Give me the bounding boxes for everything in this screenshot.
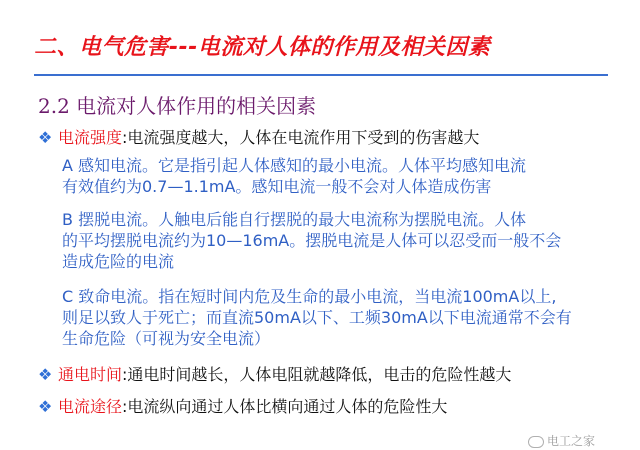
sub-item-let-go-current (62, 209, 622, 272)
sub-item-line: A 感知电流。它是指引起人体感知的最小电流。人体平均感知电流 (62, 156, 527, 175)
sub-item-line: 有效值约为0.7—1.1mA。感知电流一般不会对人体造成伤害 (62, 177, 492, 196)
slide-title: 二、电气危害---电流对人体的作用及相关因素 (34, 35, 491, 60)
bullet-text: :电流纵向通过人体比横向通过人体的危险性大 (122, 397, 448, 416)
bullet-text: :通电时间越长，人体电阻就越降低，电击的危险性越大 (122, 365, 512, 384)
sub-item-line: 生命危险（可视为安全电流） (62, 329, 271, 348)
watermark-text: 电工之家 (547, 434, 596, 448)
bullet-term: 通电时间 (58, 365, 123, 384)
sub-item-perception-current (62, 155, 622, 197)
watermark (528, 432, 595, 449)
title-divider (34, 74, 608, 76)
bullet-text: :电流强度越大，人体在电流作用下受到的伤害越大 (122, 128, 480, 147)
diamond-bullet-icon: ❖ (38, 128, 53, 147)
bullet-current-strength (38, 125, 479, 148)
diamond-bullet-icon: ❖ (38, 397, 53, 416)
sub-item-line: 的平均摆脱电流约为10—16mA。摆脱电流是人体可以忍受而一般不会 (62, 231, 562, 250)
bullet-term: 电流途径 (58, 397, 123, 416)
diamond-bullet-icon: ❖ (38, 365, 53, 384)
section-subtitle: 2.2 电流对人体作用的相关因素 (38, 94, 317, 118)
sub-item-line: 造成危险的电流 (62, 252, 175, 271)
wechat-icon (528, 436, 544, 448)
sub-item-lethal-current (62, 286, 622, 349)
bullet-current-path (38, 394, 447, 417)
bullet-duration (38, 362, 511, 385)
sub-item-line: B 摆脱电流。人触电后能自行摆脱的最大电流称为摆脱电流。人体 (62, 210, 527, 229)
sub-item-line: C 致命电流。指在短时间内危及生命的最小电流，当电流100mA以上, (62, 287, 557, 306)
bullet-term: 电流强度 (58, 128, 123, 147)
sub-item-line: 则足以致人于死亡；而直流50mA以下、工频30mA以下电流通常不会有 (62, 308, 572, 327)
